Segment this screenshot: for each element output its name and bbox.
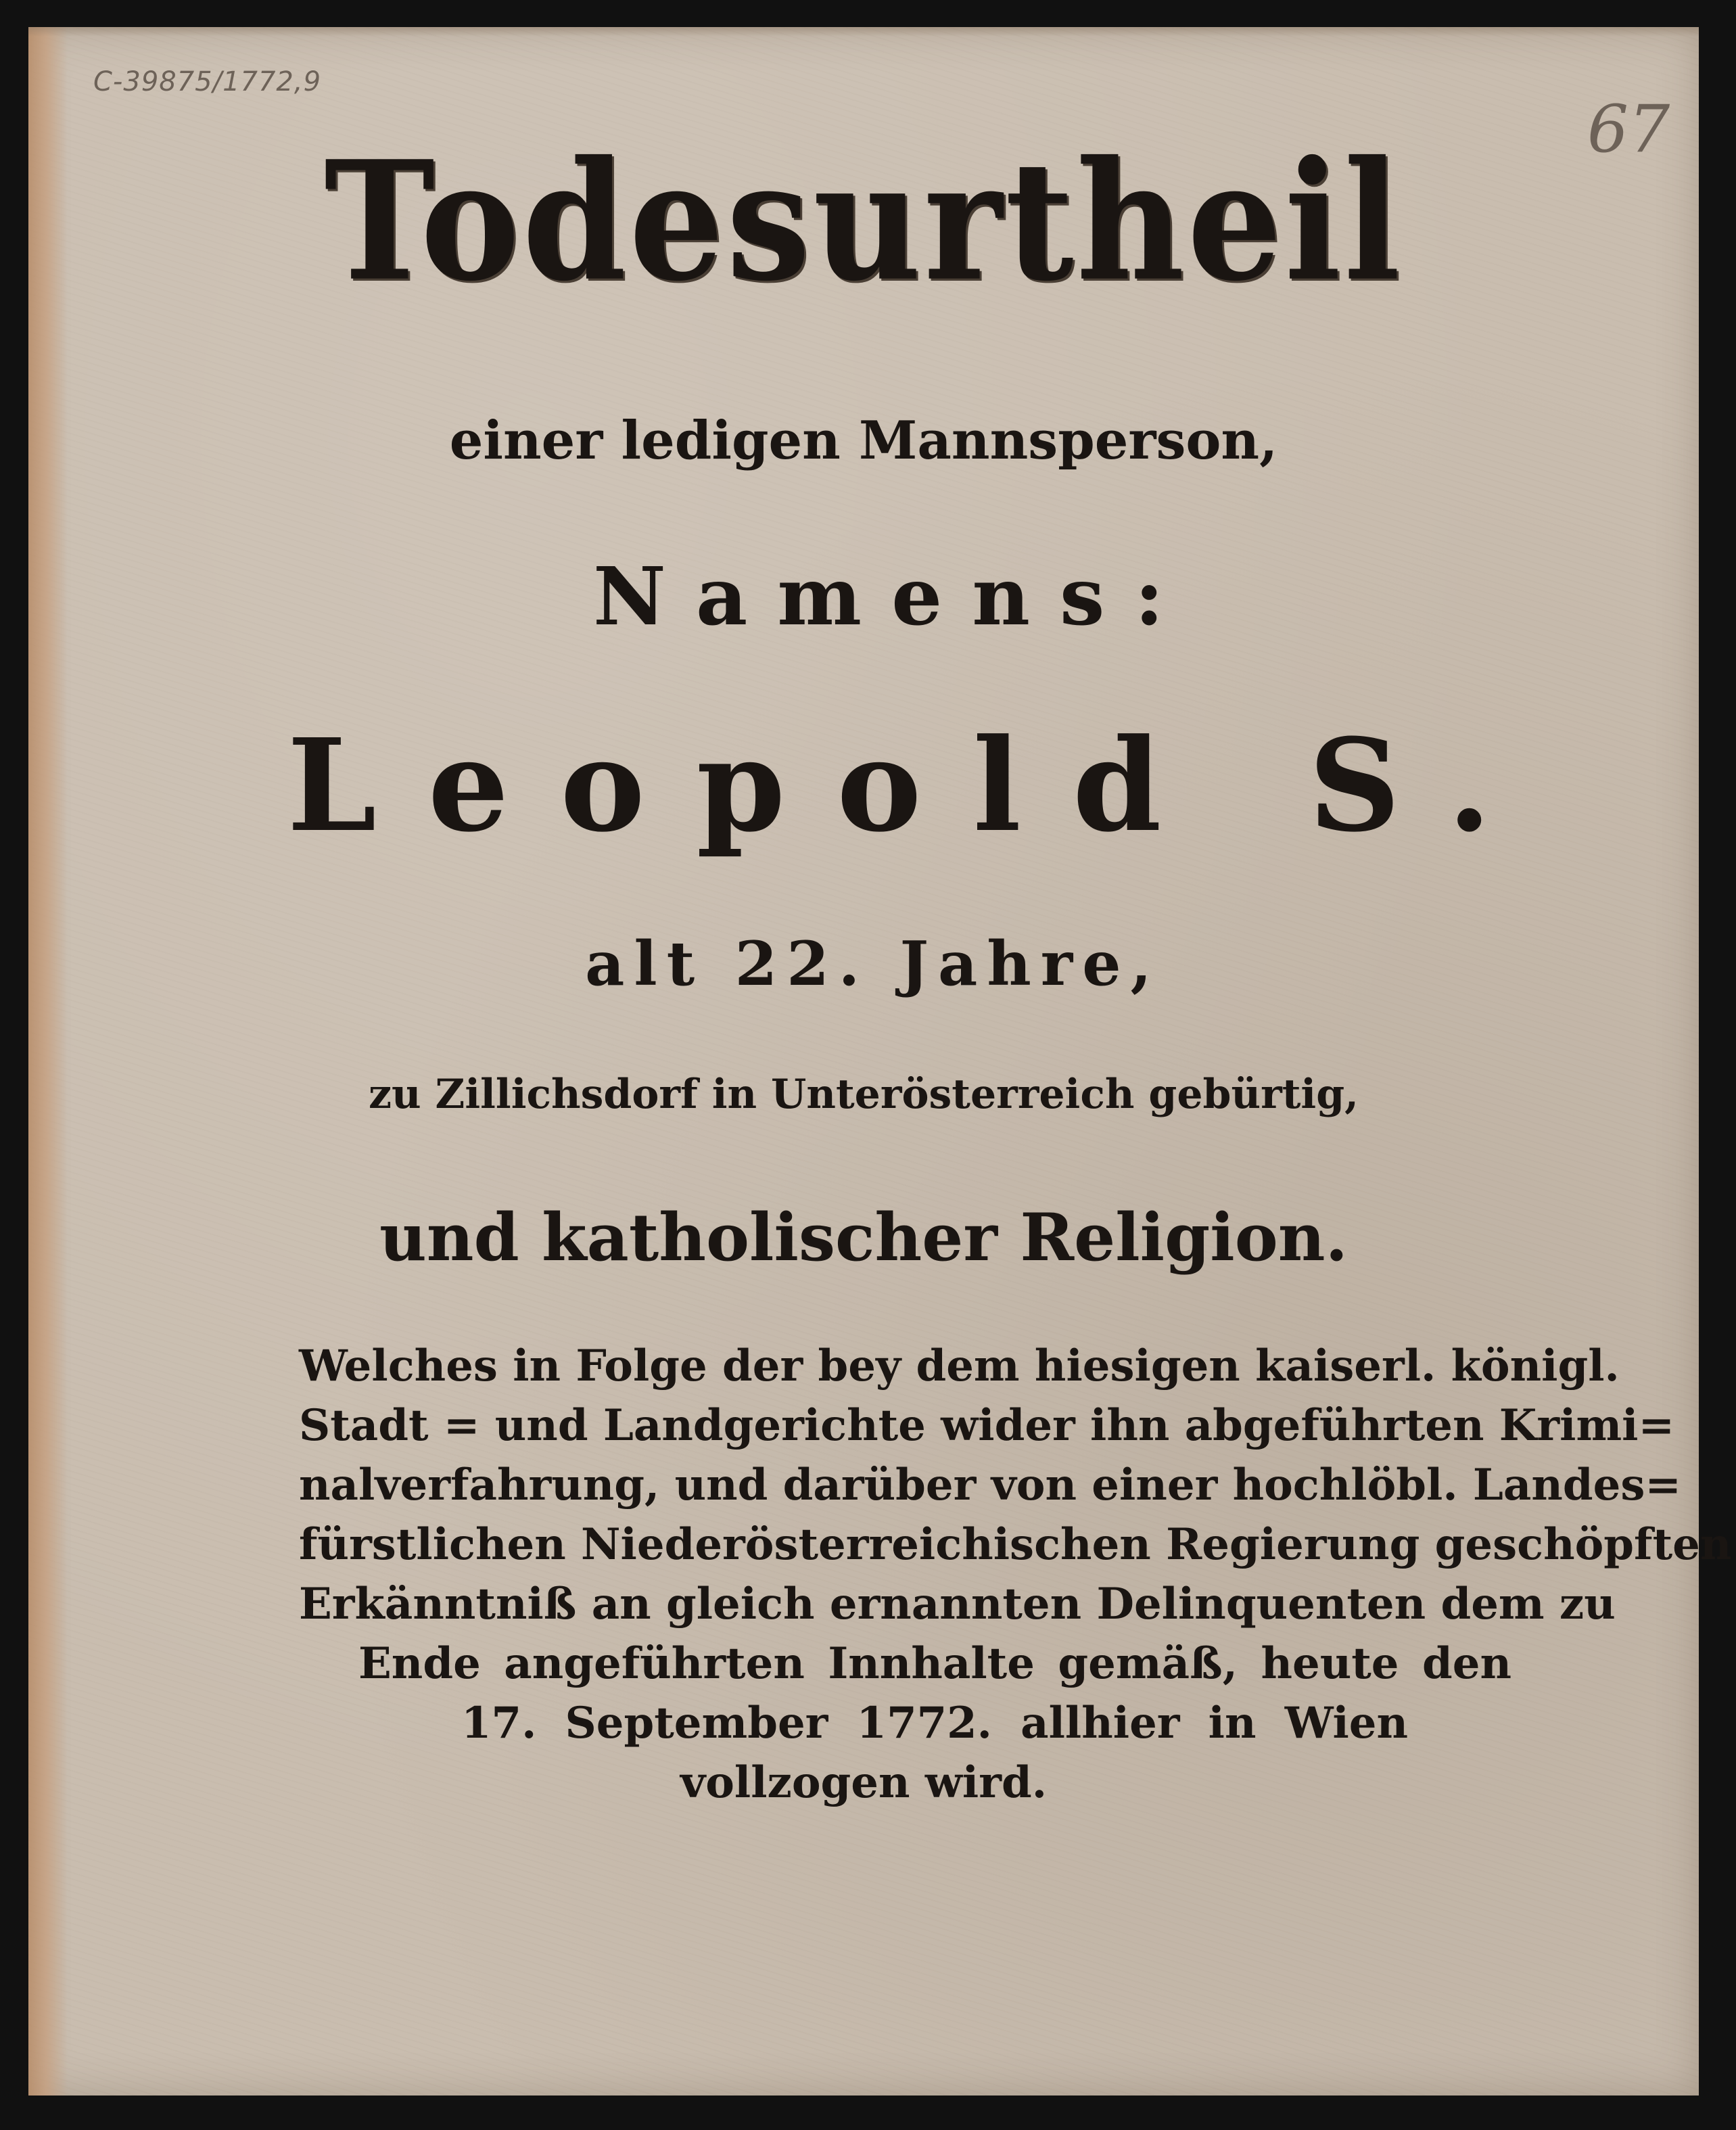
document-title: Todesurtheil [324,124,1403,317]
person-age: alt 22. Jahre, [585,928,1161,1000]
body-line-4: fürstlichen Niederösterreichischen Regierung geschöpften [299,1519,1732,1570]
body-line-6: Ende angeführten Innhalte gemäß, heute den [358,1638,1511,1689]
body-line-2: Stadt = und Landgerichte wider ihn abgeführten Krimi= [299,1400,1675,1451]
person-name: Leopold S. [287,711,1543,860]
person-religion: und katholischer Religion. [379,1199,1348,1276]
page-top-stain [28,27,1699,37]
folio-number: 67 [1587,91,1670,167]
body-line-8: vollzogen wird. [680,1757,1047,1808]
manuscript-reference: C-39875/1772,9 [93,66,322,97]
body-line-3: nalverfahrung, und darüber von einer hochlöbl. Landes= [299,1460,1682,1510]
document-subtitle: einer ledigen Mannsperson, [449,410,1278,471]
namens-label: Namens: [592,549,1194,643]
body-line-5: Erkänntniß an gleich ernannten Delinquenten dem zu [299,1579,1616,1629]
body-line-1: Welches in Folge der bey dem hiesigen kaiserl. königl. [299,1341,1620,1391]
body-line-7: 17. September 1772. allhier in Wien [461,1698,1408,1749]
document-page [28,27,1732,2096]
person-origin: zu Zillichsdorf in Unterösterreich gebürtig, [368,1071,1359,1118]
